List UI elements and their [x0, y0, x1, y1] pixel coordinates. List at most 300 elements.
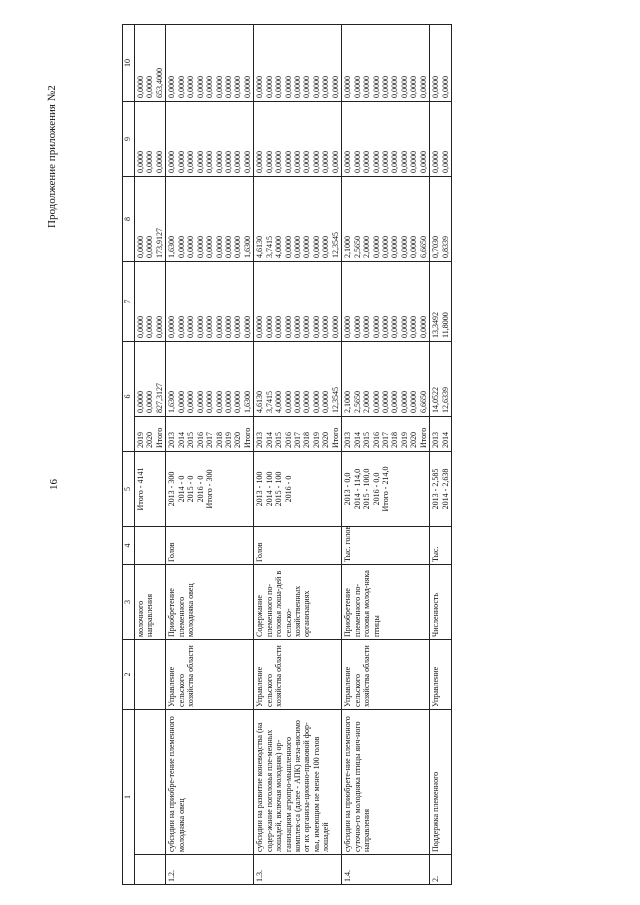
cell-line: 0,0000: [321, 151, 331, 173]
cell-line: 0,0000: [136, 76, 145, 98]
cell-line: 0,0000: [431, 151, 441, 173]
cell-line: 0,0000: [136, 236, 145, 258]
cell-line: 0,0000: [409, 316, 419, 338]
cell-line: 0,0000: [409, 391, 419, 413]
cell-line: 0,0000: [145, 151, 155, 173]
cell-line: 4,0000: [274, 236, 284, 258]
header-row: [123, 25, 135, 885]
cell-line: 0,0000: [390, 76, 400, 98]
cell-line: 11,8000: [440, 312, 450, 338]
cell-line: 0,0000: [223, 236, 233, 258]
cell-line: Управление сельского хозяйства области: [343, 645, 372, 707]
cell-line: 2019: [311, 432, 321, 448]
cell-line: Поддержка племенного: [431, 771, 441, 852]
cell-line: субсидии на развитие коневодства (на содер-жание поголовья пле-менных лошадей, включая молодняк) ор-ганизациям агропро-мышленного комплек-са (далее - АПК) неза-висимо от их организа-ционно-правовой фор-мы, имеющим не менее 100 голов лошадей: [255, 720, 331, 852]
cell-line: 0,0000: [214, 316, 224, 338]
cell-line: 0,0000: [380, 151, 390, 173]
cell-line: 0,0000: [399, 76, 409, 98]
row-total: [430, 342, 452, 417]
cell-line: 2015 - 0: [186, 475, 196, 503]
cell-line: 653,4000: [154, 68, 164, 98]
cell-line: 0,0000: [293, 236, 302, 258]
cell-line: 0,0000: [283, 236, 293, 258]
cell-line: 0,0000: [418, 76, 428, 98]
cell-line: 2014: [440, 432, 450, 448]
header-col-10: 10: [123, 25, 135, 102]
cell-line: 0,0000: [214, 391, 224, 413]
row-other: [166, 25, 254, 102]
continuation-label: Продолжение приложения №2: [46, 85, 58, 228]
cell-line: 0,0000: [255, 76, 265, 98]
row-regional: [135, 177, 166, 262]
cell-line: 0,0000: [214, 76, 224, 98]
cell-line: 0,0000: [136, 391, 145, 413]
cell-line: 1.3.: [255, 870, 265, 882]
cell-line: 2014 - 2,638: [440, 468, 450, 510]
cell-line: 0,0000: [233, 151, 243, 173]
cell-line: 0,0000: [343, 76, 353, 98]
cell-line: 0,0000: [186, 316, 196, 338]
row-years: [166, 417, 254, 452]
cell-line: 0,0000: [390, 316, 400, 338]
cell-line: 0,0000: [302, 76, 312, 98]
cell-line: 0,0000: [293, 76, 302, 98]
row-federal: [430, 262, 452, 342]
cell-line: 0,0000: [302, 316, 312, 338]
cell-line: 2020: [409, 432, 419, 448]
cell-line: 2016 - 0: [195, 475, 205, 503]
row-total: [135, 342, 166, 417]
cell-line: 0,0000: [195, 76, 205, 98]
cell-line: 14,0522: [431, 387, 441, 413]
row-other: [342, 25, 430, 102]
row-name: [430, 710, 452, 855]
header-col-2: 2: [123, 640, 135, 710]
cell-line: 0,0000: [399, 151, 409, 173]
cell-line: 12,3545: [330, 387, 340, 413]
cell-line: 0,0000: [311, 76, 321, 98]
row-unit: [135, 527, 166, 565]
row-local: [166, 102, 254, 177]
cell-line: 0,0000: [321, 76, 331, 98]
header-col-5: 5: [123, 452, 135, 527]
cell-line: Содержание племенного по-головья лоша-дей в сельско-хозяйственных организациях: [255, 570, 312, 637]
cell-line: 2016: [283, 432, 293, 448]
cell-line: 2018: [302, 432, 312, 448]
cell-line: 0,0000: [283, 316, 293, 338]
row-regional: [342, 177, 430, 262]
cell-line: 0,0000: [380, 76, 390, 98]
cell-line: 0,0000: [233, 236, 243, 258]
row-name: [254, 710, 342, 855]
cell-line: 0,0000: [136, 151, 145, 173]
cell-line: Приобретение племенного по-головья молод-няка птицы: [343, 570, 381, 637]
row-local: [430, 102, 452, 177]
cell-line: 0,0000: [352, 316, 362, 338]
row-total: [254, 342, 342, 417]
cell-line: 2014: [352, 432, 362, 448]
row-plan: [342, 452, 430, 527]
row-regional: [166, 177, 254, 262]
cell-line: 0,0000: [186, 391, 196, 413]
row-regional: [430, 177, 452, 262]
cell-line: 0,0000: [167, 316, 177, 338]
table-row: [254, 25, 342, 885]
cell-line: 0,0000: [223, 391, 233, 413]
cell-line: Управление сельского хозяйства области: [255, 645, 284, 707]
header-col-4: 4: [123, 527, 135, 565]
cell-line: 2015: [186, 432, 196, 448]
cell-line: 2,5650: [352, 236, 362, 258]
row-local: [135, 102, 166, 177]
cell-line: 0,0000: [371, 236, 381, 258]
row-plan: [254, 452, 342, 527]
cell-line: 0,0000: [145, 236, 155, 258]
cell-line: 12,6339: [440, 387, 450, 413]
cell-line: 0,0000: [264, 316, 274, 338]
row-other: [135, 25, 166, 102]
cell-line: 0,0000: [167, 151, 177, 173]
row-indicator: [342, 565, 430, 640]
cell-line: 2013: [167, 432, 177, 448]
cell-line: 0,0000: [390, 391, 400, 413]
cell-line: 0,0000: [214, 151, 224, 173]
cell-line: Итого: [418, 427, 428, 448]
row-number: [342, 855, 430, 885]
header-col-8: 8: [123, 177, 135, 262]
cell-line: 0,0000: [223, 76, 233, 98]
row-indicator: [135, 565, 166, 640]
row-federal: [166, 262, 254, 342]
row-unit: [166, 527, 254, 565]
row-indicator: [166, 565, 254, 640]
cell-line: 6,6650: [418, 391, 428, 413]
cell-line: 0,0000: [283, 151, 293, 173]
cell-line: 0,0000: [274, 316, 284, 338]
row-unit: [342, 527, 430, 565]
cell-line: 2020: [321, 432, 331, 448]
cell-line: 0,0000: [195, 236, 205, 258]
row-years: [254, 417, 342, 452]
cell-line: 2019: [399, 432, 409, 448]
row-number: [135, 855, 166, 885]
cell-line: 0,0000: [242, 316, 252, 338]
cell-line: 0,0000: [205, 76, 215, 98]
cell-line: 2014 - 0: [176, 475, 186, 503]
cell-line: 0,0000: [380, 391, 390, 413]
cell-line: 0,0000: [205, 391, 215, 413]
program-table: [122, 24, 452, 885]
cell-line: 2020: [233, 432, 243, 448]
cell-line: 2014: [264, 432, 274, 448]
cell-line: 0,0000: [145, 391, 155, 413]
row-executor: [430, 640, 452, 710]
cell-line: 0,0000: [371, 391, 381, 413]
row-executor: [166, 640, 254, 710]
cell-line: 2,0000: [362, 236, 372, 258]
cell-line: 2017: [293, 432, 302, 448]
cell-line: 0,0000: [399, 316, 409, 338]
row-executor: [254, 640, 342, 710]
cell-line: 0,0000: [390, 151, 400, 173]
cell-line: 1,6300: [242, 236, 252, 258]
cell-line: 2,1000: [343, 236, 353, 258]
cell-line: 0,0000: [154, 316, 164, 338]
row-federal: [342, 262, 430, 342]
cell-line: 0,0000: [302, 151, 312, 173]
cell-line: 2019: [223, 432, 233, 448]
cell-line: 2014: [176, 432, 186, 448]
row-number: [254, 855, 342, 885]
cell-line: 0,0000: [255, 316, 265, 338]
cell-line: 2,0000: [362, 391, 372, 413]
cell-line: 0,0000: [293, 316, 302, 338]
cell-line: 0,0000: [362, 151, 372, 173]
row-unit: [254, 527, 342, 565]
cell-line: 0,0000: [223, 316, 233, 338]
cell-line: 0,0000: [233, 76, 243, 98]
cell-line: 0,0000: [352, 151, 362, 173]
row-name: [166, 710, 254, 855]
cell-line: 2013: [255, 432, 265, 448]
cell-line: 0,0000: [380, 316, 390, 338]
cell-line: 0,0000: [205, 316, 215, 338]
row-indicator: [430, 565, 452, 640]
cell-line: 0,0000: [321, 316, 331, 338]
cell-line: Итого: [154, 427, 164, 448]
cell-line: 2016: [195, 432, 205, 448]
cell-line: 0,0000: [409, 151, 419, 173]
cell-line: 2.: [431, 876, 441, 882]
cell-line: Итого: [330, 427, 340, 448]
cell-line: 2014 - 100: [264, 471, 274, 507]
cell-line: 2016 - 0,0: [371, 472, 381, 506]
cell-line: 0,8339: [440, 236, 450, 258]
cell-line: 0,0000: [136, 316, 145, 338]
row-plan: [430, 452, 452, 527]
plan-total: Итого - 214,0: [380, 466, 390, 512]
cell-line: 2016: [371, 432, 381, 448]
row-local: [342, 102, 430, 177]
cell-line: 0,0000: [311, 391, 321, 413]
cell-line: 2016 - 0: [283, 475, 293, 503]
cell-line: 0,0000: [242, 151, 252, 173]
cell-line: 0,0000: [176, 151, 186, 173]
row-indicator: [254, 565, 342, 640]
cell-line: 2013 - 2,585: [431, 468, 441, 510]
row-plan: [135, 452, 166, 527]
row-executor: [342, 640, 430, 710]
cell-line: 0,0000: [264, 151, 274, 173]
cell-line: 0,0000: [293, 391, 302, 413]
cell-line: 0,0000: [431, 76, 441, 98]
cell-line: 0,0000: [330, 76, 340, 98]
plan-total: Итого - 300: [205, 469, 215, 509]
row-name: [342, 710, 430, 855]
cell-line: 2015: [362, 432, 372, 448]
cell-line: 0,0000: [186, 151, 196, 173]
cell-line: 0,0000: [399, 391, 409, 413]
cell-line: 0,0000: [154, 151, 164, 173]
cell-line: 0,0000: [330, 316, 340, 338]
cell-line: 0,0000: [223, 151, 233, 173]
row-plan: [166, 452, 254, 527]
row-other: [254, 25, 342, 102]
cell-line: Голов: [167, 542, 177, 562]
cell-line: 0,0000: [440, 151, 450, 173]
cell-line: 0,0000: [371, 76, 381, 98]
cell-line: 2013: [431, 432, 441, 448]
cell-line: 0,0000: [343, 316, 353, 338]
cell-line: 0,0000: [362, 76, 372, 98]
row-federal: [135, 262, 166, 342]
cell-line: 1.2.: [167, 870, 177, 882]
header-col-9: 9: [123, 102, 135, 177]
cell-line: 2015: [274, 432, 284, 448]
cell-line: субсидии на приобре-тение племенного молодняка овец: [167, 716, 186, 852]
cell-line: 1,6300: [167, 391, 177, 413]
cell-line: 1.4.: [343, 870, 353, 882]
cell-line: 0,0000: [176, 316, 186, 338]
cell-line: 0,0000: [371, 151, 381, 173]
table-row: [430, 25, 452, 885]
cell-line: 0,0000: [205, 151, 215, 173]
cell-line: 0,0000: [390, 236, 400, 258]
row-name: [135, 710, 166, 855]
cell-line: 0,0000: [195, 391, 205, 413]
cell-line: 2013: [343, 432, 353, 448]
cell-line: 6,6650: [418, 236, 428, 258]
row-federal: [254, 262, 342, 342]
table-row: [342, 25, 430, 885]
cell-line: 2015 - 100: [274, 471, 284, 507]
row-other: [430, 25, 452, 102]
cell-line: 0,0000: [274, 151, 284, 173]
cell-line: 0,0000: [255, 151, 265, 173]
cell-line: 0,0000: [311, 236, 321, 258]
cell-line: 0,0000: [214, 236, 224, 258]
row-unit: [430, 527, 452, 565]
cell-line: Управление сельского хозяйства области: [167, 645, 196, 707]
cell-line: Итого: [242, 427, 252, 448]
row-number: [166, 855, 254, 885]
cell-line: 0,0000: [362, 316, 372, 338]
cell-line: 3,7415: [264, 391, 274, 413]
cell-line: молочного направления: [136, 593, 155, 637]
cell-line: Тыс.: [431, 546, 441, 562]
cell-line: 0,0000: [283, 391, 293, 413]
cell-line: 2017: [380, 432, 390, 448]
row-executor: [135, 640, 166, 710]
cell-line: 0,0000: [283, 76, 293, 98]
cell-line: 0,0000: [330, 151, 340, 173]
cell-line: 0,0000: [176, 76, 186, 98]
cell-line: 0,0000: [418, 151, 428, 173]
cell-line: 0,0000: [440, 76, 450, 98]
cell-line: 0,0000: [321, 236, 331, 258]
cell-line: 0,0000: [145, 76, 155, 98]
cell-line: 0,0000: [409, 76, 419, 98]
cell-line: 0,0000: [233, 391, 243, 413]
header-col-6: 6: [123, 342, 135, 452]
cell-line: 0,0000: [195, 316, 205, 338]
cell-line: 0,0000: [293, 151, 302, 173]
cell-line: 2020: [145, 432, 155, 448]
cell-line: Приобретение племенного молодняка овец: [167, 583, 196, 637]
cell-line: 0,7030: [431, 236, 441, 258]
row-years: [342, 417, 430, 452]
cell-line: 2,1000: [343, 391, 353, 413]
row-local: [254, 102, 342, 177]
cell-line: 0,0000: [145, 316, 155, 338]
cell-line: 1,6300: [167, 236, 177, 258]
cell-line: 827,3127: [154, 383, 164, 413]
cell-line: 0,0000: [321, 391, 331, 413]
cell-line: 13,3492: [431, 312, 441, 338]
cell-line: 0,0000: [371, 316, 381, 338]
cell-line: Голов: [255, 542, 265, 562]
header-col-1: 1: [123, 710, 135, 885]
cell-line: Численность: [431, 592, 441, 637]
cell-line: Тыс. голов: [343, 525, 353, 562]
header-col-3: 3: [123, 565, 135, 640]
cell-line: 0,0000: [205, 236, 215, 258]
cell-line: 2014 - 114,0: [352, 468, 362, 510]
table-row: [135, 25, 166, 885]
cell-line: 0,0000: [302, 236, 312, 258]
cell-line: 2018: [214, 432, 224, 448]
cell-line: 4,6130: [255, 236, 265, 258]
cell-line: 0,0000: [409, 236, 419, 258]
cell-line: Управление: [431, 666, 441, 707]
cell-line: 2018: [390, 432, 400, 448]
cell-line: 2013 - 100: [255, 471, 265, 507]
header-col-7: 7: [123, 262, 135, 342]
cell-line: 0,0000: [302, 391, 312, 413]
cell-line: 0,0000: [233, 316, 243, 338]
cell-line: 0,0000: [264, 76, 274, 98]
cell-line: 4,6130: [255, 391, 265, 413]
program-table-wrapper: [122, 25, 626, 885]
cell-line: 2013 - 0,0: [343, 472, 353, 506]
cell-line: 0,0000: [195, 151, 205, 173]
cell-line: 0,0000: [418, 316, 428, 338]
row-number: [430, 855, 452, 885]
cell-line: 2013 - 300: [167, 471, 177, 507]
cell-line: 0,0000: [352, 76, 362, 98]
row-total: [166, 342, 254, 417]
cell-line: Итого - 4141: [136, 467, 145, 511]
cell-line: 0,0000: [343, 151, 353, 173]
cell-line: субсидии на приобрете-ние племенного суточно-го молодняка птицы яич-ного направления: [343, 716, 372, 852]
cell-line: 0,0000: [176, 236, 186, 258]
cell-line: 2,5650: [352, 391, 362, 413]
cell-line: 0,0000: [167, 76, 177, 98]
cell-line: 0,0000: [399, 236, 409, 258]
cell-line: 0,0000: [186, 236, 196, 258]
cell-line: 2017: [205, 432, 215, 448]
cell-line: 3,7415: [264, 236, 274, 258]
row-years: [430, 417, 452, 452]
cell-line: 2019: [136, 432, 145, 448]
cell-line: 0,0000: [311, 316, 321, 338]
cell-line: 0,0000: [380, 236, 390, 258]
cell-line: 0,0000: [311, 151, 321, 173]
cell-line: 1,6300: [242, 391, 252, 413]
cell-line: 0,0000: [274, 76, 284, 98]
cell-line: 0,0000: [242, 76, 252, 98]
row-regional: [254, 177, 342, 262]
